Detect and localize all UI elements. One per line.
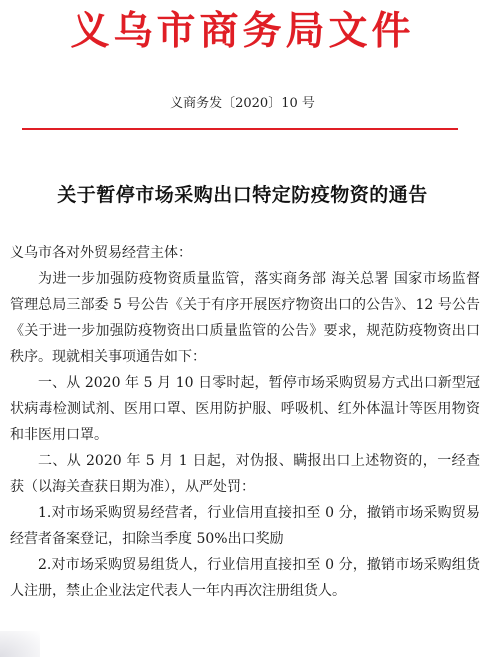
paragraph-intro: 为进一步加强防疫物资质量监管，落实商务部 海关总署 国家市场监督管理总局三部委 5 号公告《关于有序开展医疗物资出口的公告》、12 号公告《关于进一步加强防疫物资出口质量监管的公告》要求，规范防疫物资出口秩序。现就相关事项通告如下： — [10, 271, 480, 365]
paragraph-subitem-2: 2.对市场采购贸易组货人，行业信用直接扣至 0 分，撤销市场采购组货人注册，禁止企业法定代表人一年内再次注册组货人。 — [10, 557, 480, 599]
red-divider-line — [22, 128, 458, 130]
paragraph-item-2: 二、从 2020 年 5 月 1 日起，对伪报、瞒报出口上述物资的，一经查获（以海关查获日期为准），从严处罚： — [10, 453, 480, 495]
paragraph-subitem-1: 1.对市场采购贸易经营者，行业信用直接扣至 0 分，撤销市场采购贸易经营者备案登记，扣除当季度 50%出口奖励 — [10, 505, 480, 547]
document-body — [10, 240, 480, 604]
document-header-title: 义乌市商务局文件 — [70, 9, 415, 54]
document-number: 义商务发〔2020〕10 号 — [170, 96, 315, 111]
addressee: 义乌市各对外贸易经营主体： — [10, 245, 192, 261]
paragraph-item-1: 一、从 2020 年 5 月 10 日零时起，暂停市场采购贸易方式出口新型冠状病毒检测试剂、医用口罩、医用防护服、呼吸机、红外体温计等医用物资和非医用口罩。 — [10, 375, 480, 443]
notice-title: 关于暂停市场采购出口特定防疫物资的通告 — [57, 184, 428, 206]
scan-smudge — [0, 631, 40, 657]
